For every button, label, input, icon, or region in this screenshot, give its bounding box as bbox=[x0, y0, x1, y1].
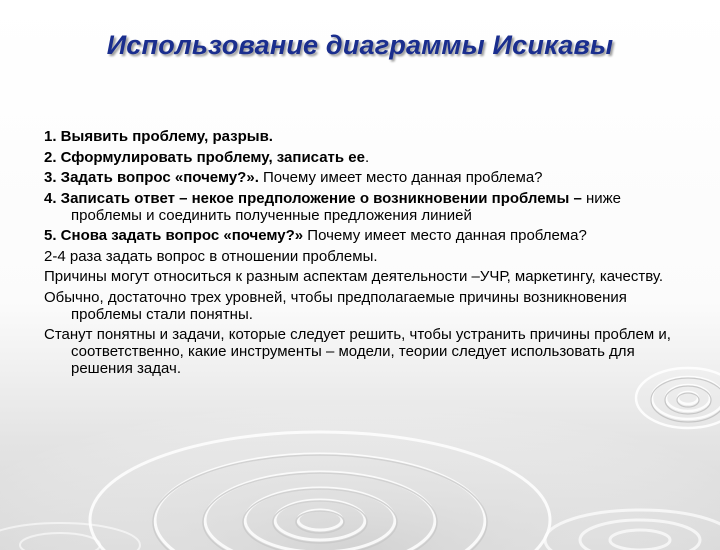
list-item bbox=[44, 190, 684, 224]
item-text: Почему имеет место данная проблема? bbox=[258, 169, 543, 186]
slide-title: Использование диаграммы Исикавы bbox=[106, 30, 614, 60]
item-bold-text: 5. Снова задать вопрос «почему?» bbox=[44, 227, 304, 244]
item-text: Причины могут относиться к разным аспектам деятельности –УЧР, маркетингу, качеству. bbox=[44, 268, 664, 285]
item-text: Станут понятны и задачи, которые следует решить, чтобы устранить причины проблем и, соответственно, какие инструменты – модели, теории следует использовать для решения задач. bbox=[44, 326, 671, 377]
item-bold-text: 2. Сформулировать проблему, записать ее bbox=[44, 148, 365, 166]
list-item bbox=[44, 149, 684, 166]
item-bold-text: 3. Задать вопрос «почему?». bbox=[44, 169, 259, 186]
item-bold-text: 1. Выявить проблему, разрыв. bbox=[44, 128, 273, 145]
list-item bbox=[44, 128, 684, 145]
list-item bbox=[44, 227, 684, 244]
list-item bbox=[44, 289, 684, 323]
slide-content bbox=[44, 128, 684, 381]
list-item bbox=[44, 248, 684, 265]
item-text: 2-4 раза задать вопрос в отношении проблемы. bbox=[44, 247, 378, 265]
item-bold-text: 4. Записать ответ – некое предположение о возникновении проблемы – bbox=[44, 189, 586, 207]
item-text: Почему имеет место данная проблема? bbox=[303, 227, 587, 244]
item-text: ниже проблемы и соединить полученные предложения линией bbox=[71, 189, 622, 224]
list-item bbox=[44, 326, 684, 377]
list-item bbox=[44, 169, 684, 186]
list-item bbox=[44, 268, 684, 285]
item-text: Обычно, достаточно трех уровней, чтобы предполагаемые причины возникновения проблемы стали понятны. bbox=[44, 288, 627, 323]
item-text: . bbox=[364, 148, 370, 166]
